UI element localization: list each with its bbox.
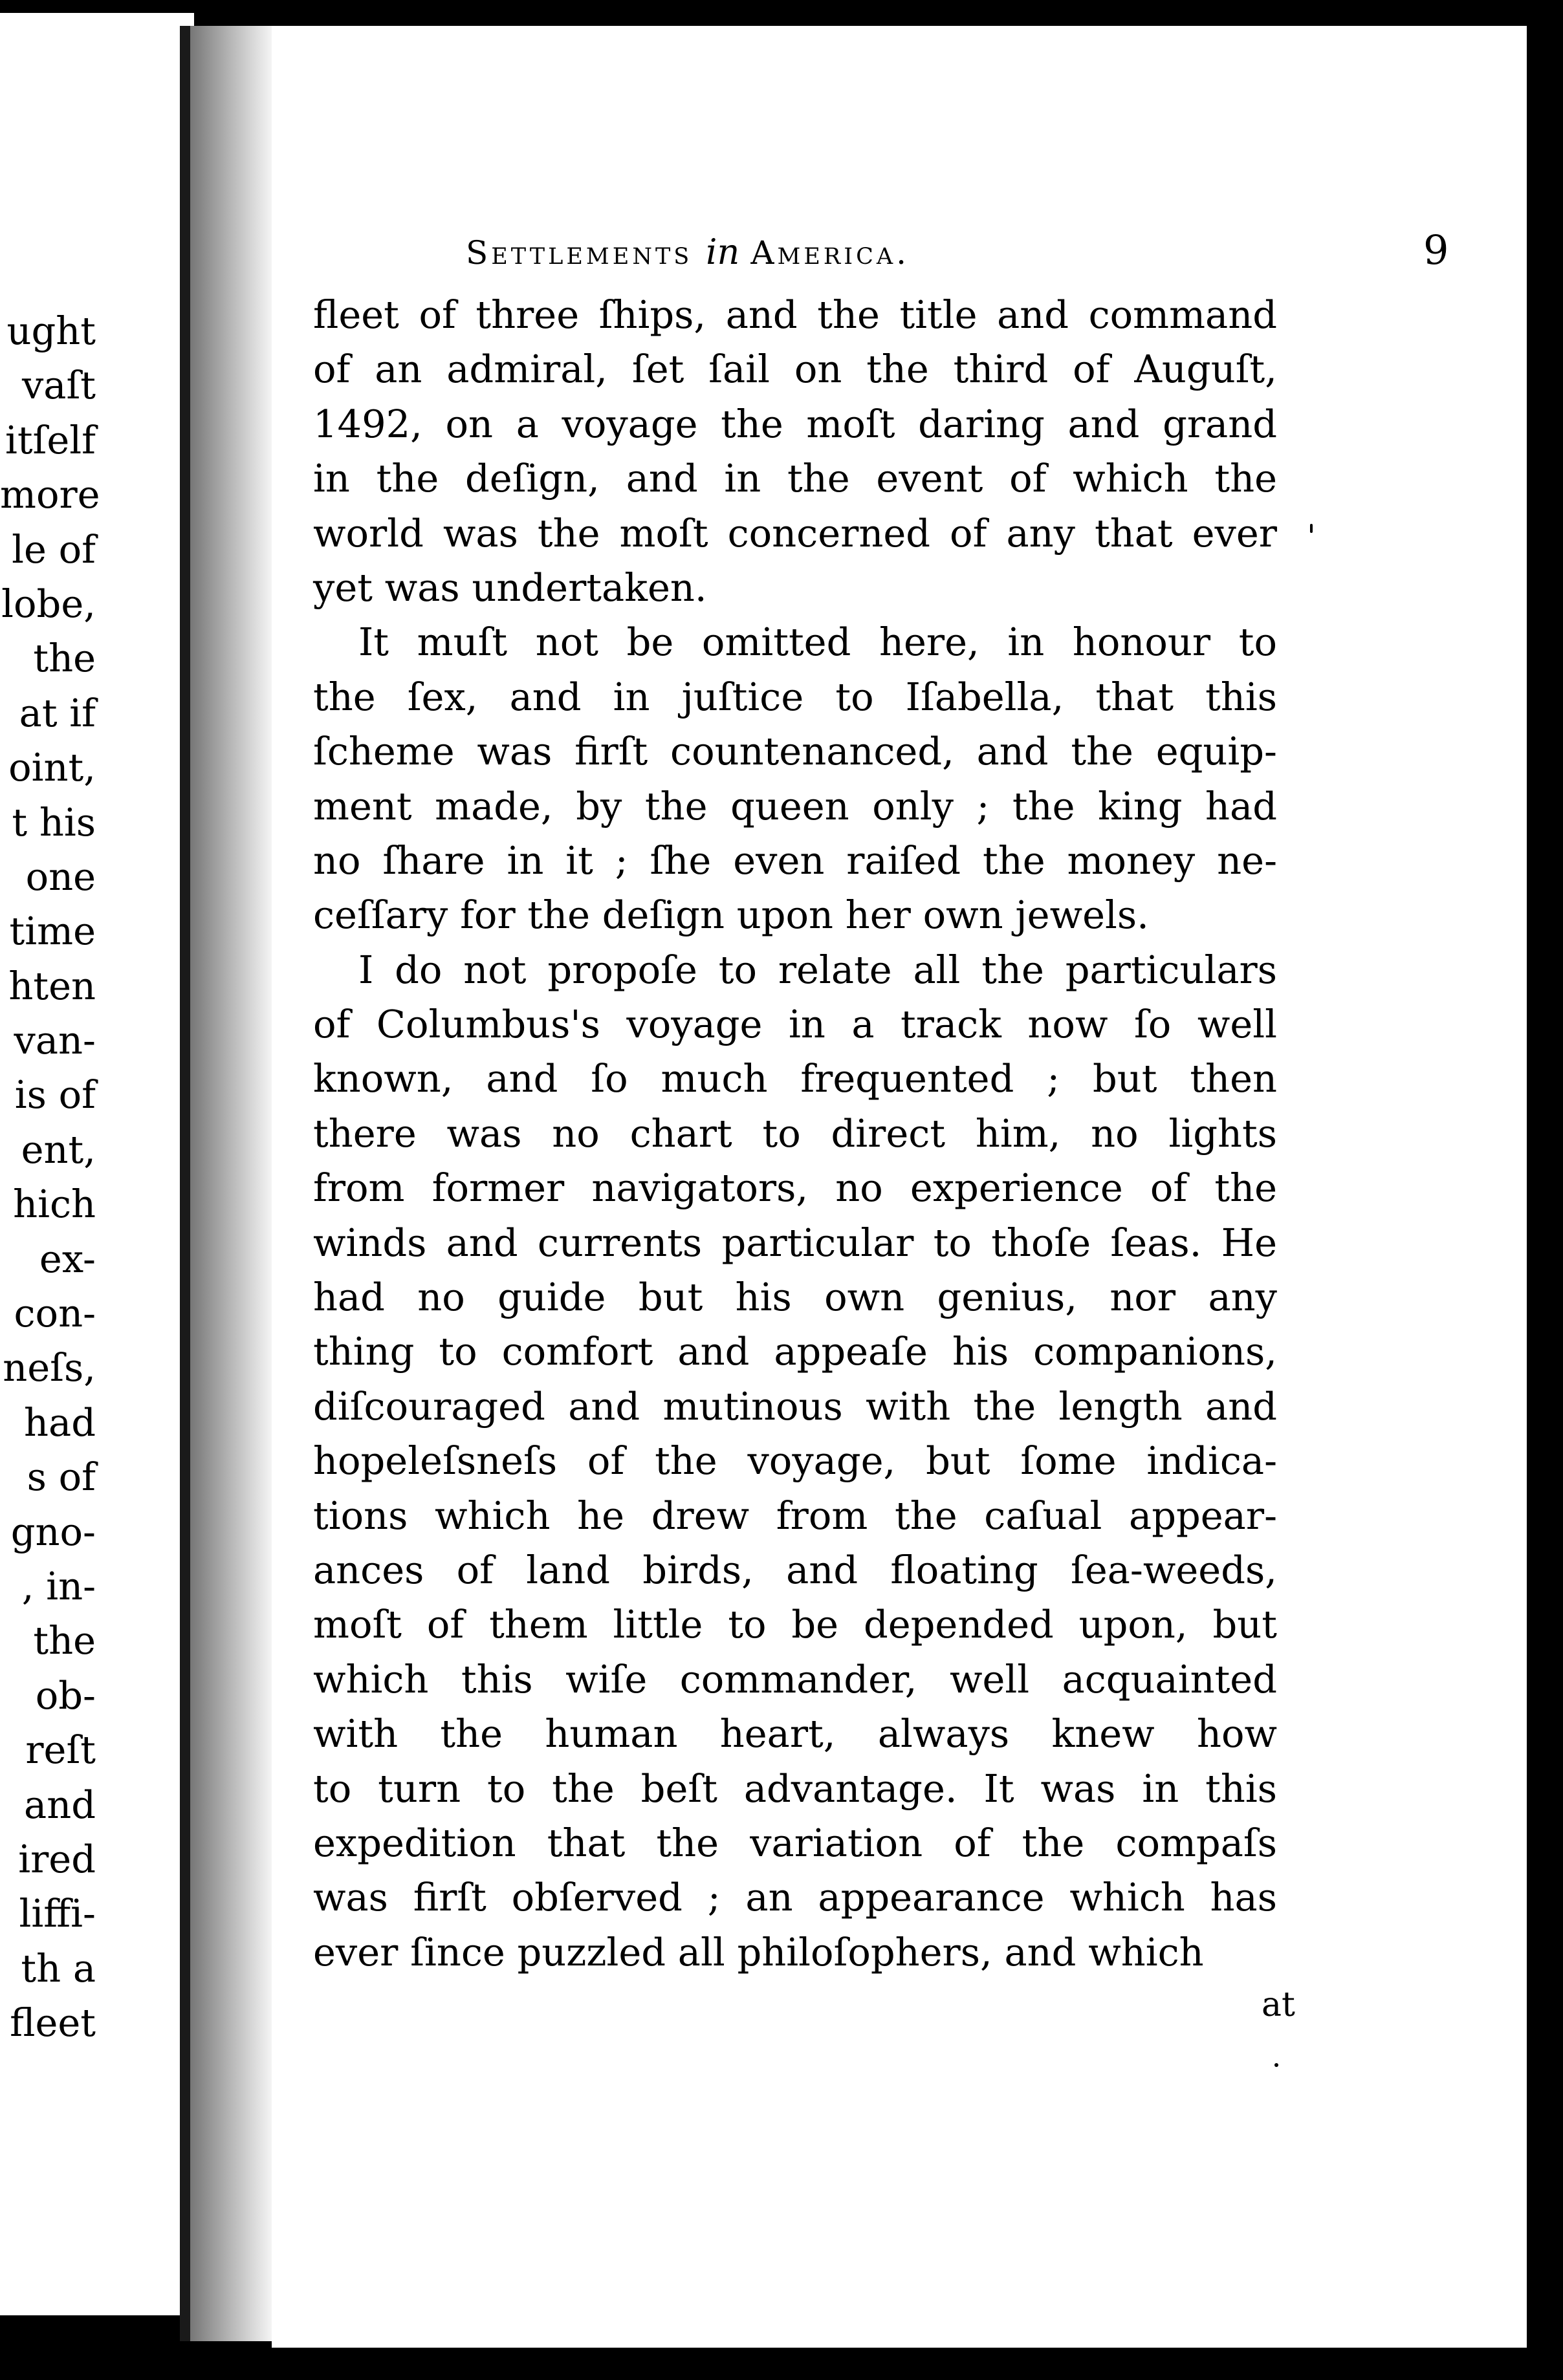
text-line: ment made, by the queen only ; the king had: [313, 783, 1277, 828]
text-line: ceſſary for the deſign upon her own jewels.: [313, 892, 1149, 938]
ink-speck: [1274, 2063, 1278, 2067]
left-page-fragment: ught: [6, 308, 96, 353]
left-page-fragment: s of: [27, 1455, 96, 1500]
left-page-fragment: and: [24, 1782, 96, 1827]
text-line: diſcouraged and mutinous with the length and: [313, 1383, 1277, 1429]
ink-speck: [1310, 524, 1313, 533]
left-page-fragment: ent,: [21, 1127, 96, 1172]
left-page-fragment: neſs,: [3, 1345, 96, 1390]
text-line: in the deſign, and in the event of which the: [313, 456, 1277, 501]
text-line: ſcheme was firſt countenanced, and the equip-: [313, 729, 1277, 774]
left-page-fragment: gno-: [10, 1509, 96, 1554]
text-line: expedition that the variation of the compaſs: [313, 1820, 1277, 1865]
text-line: the ſex, and in juſtice to Iſabella, that this: [313, 674, 1277, 719]
text-line: there was no chart to direct him, no lights: [313, 1110, 1277, 1156]
left-page-fragment: is of: [14, 1072, 96, 1118]
running-head: [466, 226, 1527, 283]
left-page-fragment: ired: [18, 1836, 96, 1881]
text-line: from former navigators, no experience of the: [313, 1165, 1277, 1211]
left-page-fragment: con-: [14, 1291, 96, 1336]
left-page-fragment: ob-: [35, 1672, 96, 1718]
left-page-fragment: t his: [12, 799, 96, 845]
body-text: [313, 288, 1277, 1980]
text-line: hopeleſsneſs of the voyage, but ſome indica-: [313, 1438, 1277, 1484]
text-line: winds and currents particular to thoſe ſeas. He: [313, 1220, 1277, 1265]
text-line: known, and ſo much frequented ; but then: [313, 1056, 1277, 1101]
left-page-fragment: itſelf: [5, 417, 96, 462]
text-line: to turn to the beſt advantage. It was in this: [313, 1766, 1277, 1811]
text-line: of Columbus's voyage in a track now ſo well: [313, 1002, 1277, 1047]
text-line: tions which he drew from the caſual appear-: [313, 1493, 1277, 1538]
left-page-fragment: more: [0, 472, 100, 517]
catchword: at: [1262, 1985, 1295, 2024]
text-line: fleet of three ſhips, and the title and command: [313, 292, 1277, 337]
text-line: ever ſince puzzled all philoſophers, and which: [313, 1929, 1204, 1974]
left-page-fragment: lobe,: [1, 581, 96, 626]
text-line: with the human heart, always knew how: [313, 1711, 1277, 1757]
left-page-fragment: liffi-: [19, 1891, 96, 1936]
left-page-fragment: ex-: [39, 1236, 96, 1281]
left-page-fragment: th a: [21, 1945, 96, 1991]
left-page-fragment: vaſt: [21, 363, 96, 408]
text-line: It muſt not be omitted here, in honour to: [358, 620, 1277, 665]
right-page: [272, 26, 1527, 2348]
text-line: thing to comfort and appeaſe his companions,: [313, 1329, 1277, 1374]
left-page-fragment: , in-: [21, 1563, 96, 1608]
text-line: world was the moſt concerned of any that ever: [313, 510, 1277, 556]
left-page-fragment: fleet: [10, 2000, 96, 2046]
text-line: was firſt obſerved ; an appearance which has: [313, 1875, 1277, 1920]
text-line: of an admiral, ſet ſail on the third of Auguſt,: [313, 347, 1277, 392]
left-page-fragment: hten: [8, 963, 96, 1008]
text-line: moſt of them little to be depended upon, but: [313, 1602, 1277, 1647]
text-line: no ſhare in it ; ſhe even raiſed the money ne-: [313, 838, 1277, 883]
running-head-title: Settlements in America.: [466, 232, 910, 272]
left-page-fragment: the: [33, 1618, 96, 1663]
left-page-fragment: oint,: [8, 745, 96, 790]
left-page-fragment: time: [9, 909, 96, 954]
page-number: 9: [1423, 226, 1449, 274]
text-line: ances of land birds, and floating ſea-weeds,: [313, 1547, 1277, 1592]
left-page-fragment: van-: [14, 1018, 96, 1063]
text-line: had no guide but his own genius, nor any: [313, 1275, 1277, 1320]
left-page-fragment: had: [24, 1400, 96, 1445]
text-line: I do not propoſe to relate all the particulars: [358, 947, 1277, 992]
text-line: 1492, on a voyage the moſt daring and grand: [313, 401, 1277, 446]
left-page-fragment: at if: [19, 690, 96, 735]
text-line: yet was undertaken.: [313, 565, 707, 610]
left-page-fragment: one: [25, 854, 96, 899]
left-page-text-fragments: [0, 304, 100, 2051]
text-line: which this wiſe commander, well acquainted: [313, 1656, 1277, 1702]
left-facing-page: [0, 13, 194, 2315]
binding-gutter-shadow: [182, 26, 273, 2341]
left-page-fragment: hich: [13, 1182, 96, 1227]
left-page-fragment: the: [33, 636, 96, 681]
left-page-fragment: reſt: [25, 1727, 96, 1773]
page-edge: [180, 26, 190, 2341]
left-page-fragment: le of: [12, 526, 96, 572]
